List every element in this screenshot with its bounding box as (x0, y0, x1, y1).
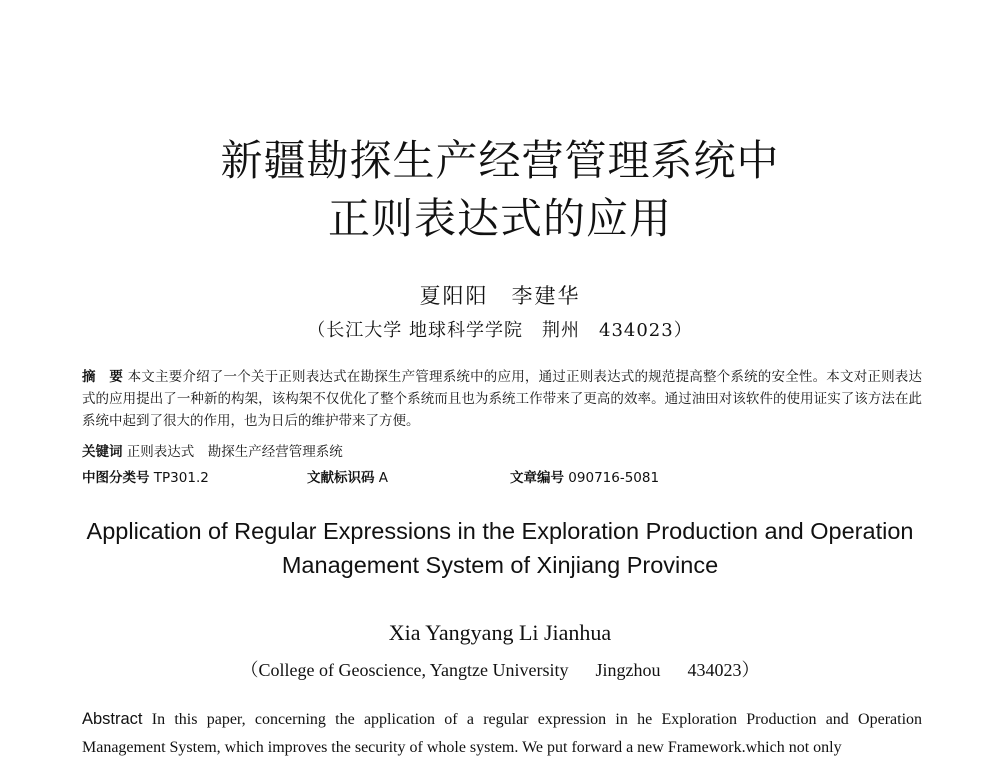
classification-label: 中图分类号 (82, 470, 150, 486)
abstract-en-text: In this paper, concerning the application of a regular expression in he Exploration Production and Operation Management System, which improves the security of whole system. We put forward a new Framework.which not only (82, 711, 923, 756)
authors-en: Xia Yangyang Li Jianhua (388, 620, 612, 645)
affiliation-cn: （长江大学 地球科学学院 荆州 434023） (307, 320, 693, 341)
article-number (510, 466, 659, 486)
abstract-en-label: Abstract (82, 710, 143, 728)
affiliation-en: （College of Geoscience, Yangtze University Jingzhou 434023） (240, 660, 760, 680)
document-code-value: A (378, 470, 389, 486)
title-cn-line1: 新疆勘探生产经营管理系统中 (220, 136, 780, 185)
document-code (307, 466, 388, 486)
abstract-cn-label: 摘 要 (82, 369, 124, 385)
classification-value: TP301.2 (153, 470, 209, 486)
title-en-line1: Application of Regular Expressions in the Exploration Production and Operation (86, 518, 914, 544)
article-number-value: 090716-5081 (568, 470, 660, 486)
keywords-cn-text: 正则表达式 勘探生产经营管理系统 (126, 444, 343, 460)
classification-number (82, 466, 209, 486)
title-cn-line2: 正则表达式的应用 (327, 194, 672, 243)
abstract-cn-text: 本文主要介绍了一个关于正则表达式在勘探生产管理系统中的应用，通过正则表达式的规范提高整个系统的安全性。本文对正则表达式的应用提出了一种新的构架，该构架不仅优化了整个系统而且也为系统工作带来了更高的效率。通过油田对该软件的使用证实了该方法在此系统中起到了很大的作用，也为日后的维护带来了方便。 (82, 369, 923, 429)
authors-cn: 夏阳阳 李建华 (419, 284, 581, 308)
keywords-cn-label: 关键词 (82, 444, 123, 460)
title-en-line2: Management System of Xinjiang Province (281, 552, 719, 578)
document-code-label: 文献标识码 (307, 470, 375, 486)
keywords-cn (82, 440, 343, 460)
article-number-label: 文章编号 (510, 470, 564, 486)
abstract-cn (82, 366, 922, 432)
abstract-en (82, 705, 922, 762)
